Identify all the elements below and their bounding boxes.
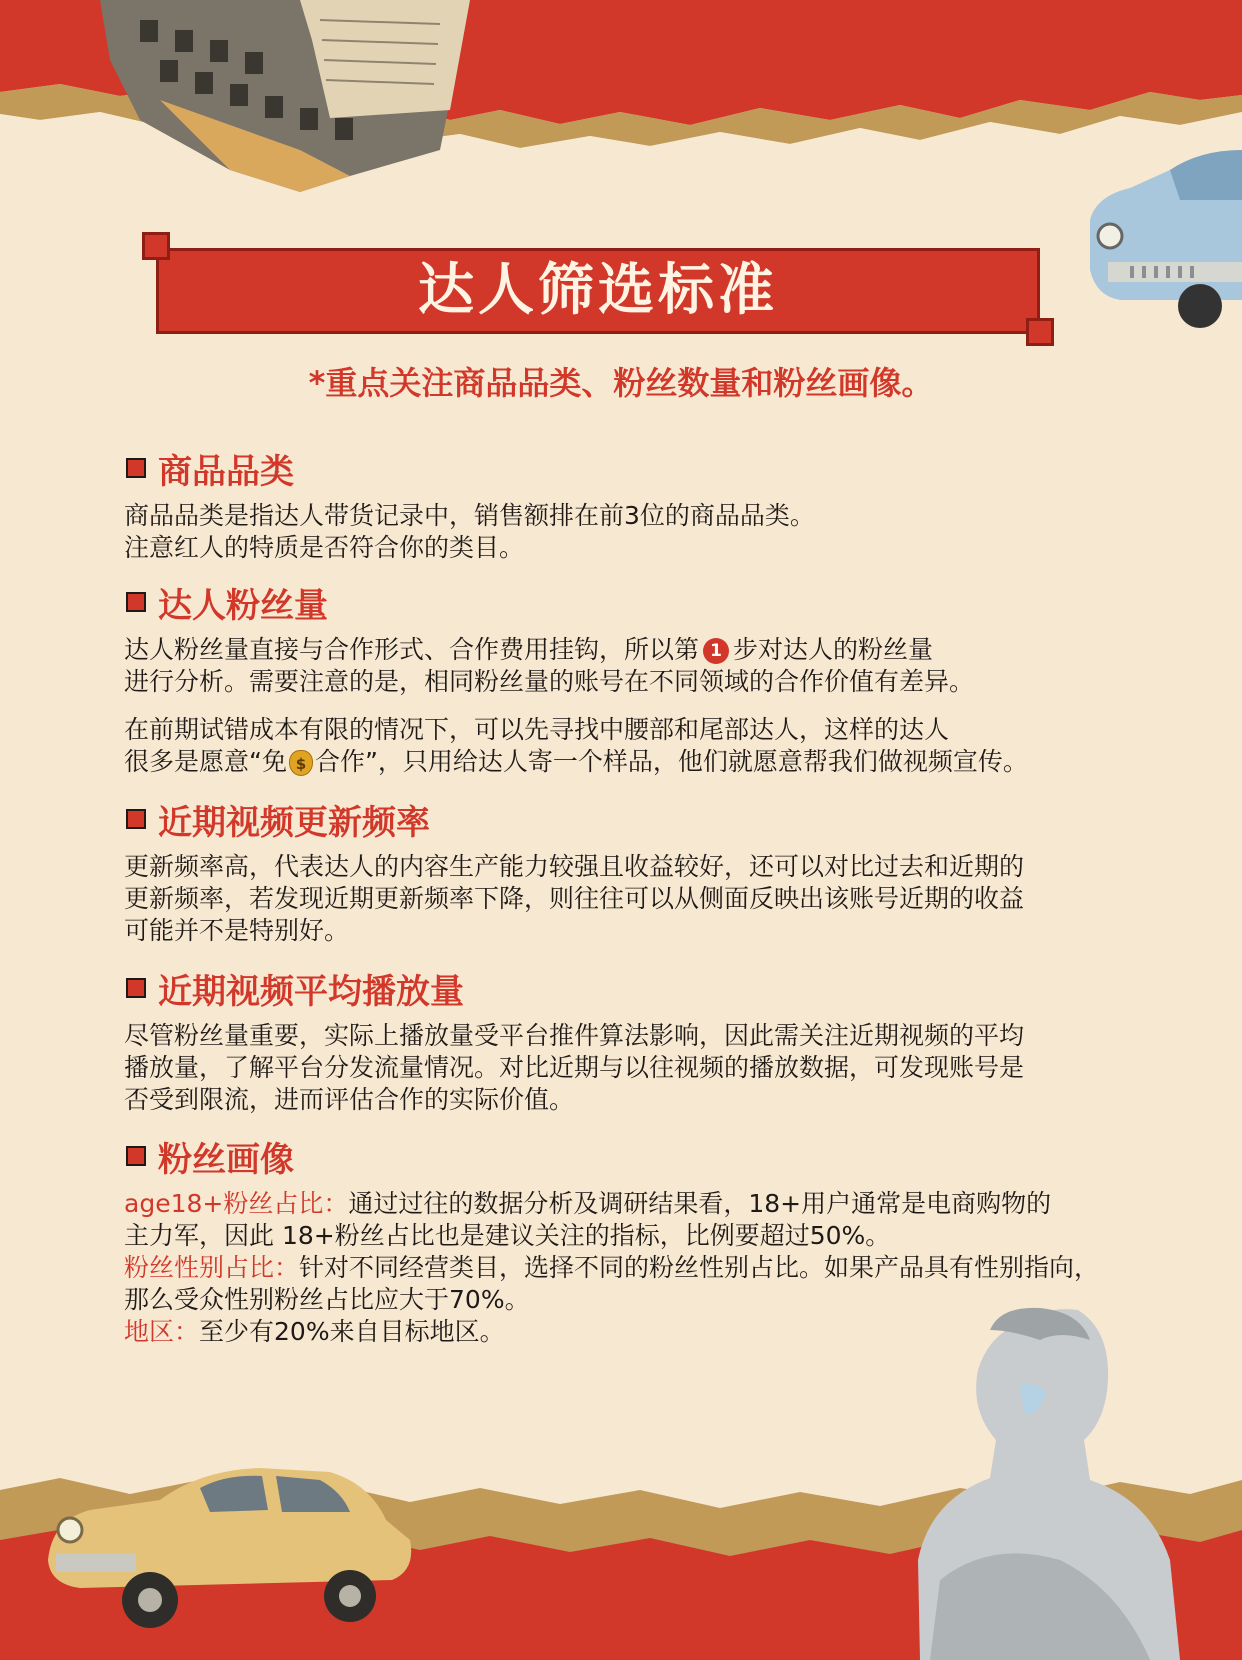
text-line: 播放量，了解平台分发流量情况。对比近期与以往视频的播放数据，可发现账号是 (124, 1053, 1025, 1082)
text-segment: 达人粉丝量直接与合作形式、合作费用挂钩，所以第 (124, 635, 700, 664)
text-line: 主力军，因此 18+粉丝占比也是建议关注的指标，比例要超过50%。 (124, 1221, 891, 1250)
section-header-category (126, 446, 294, 490)
text-segment: 针对不同经营类目，选择不同的粉丝性别占比。如果产品具有性别指向， (299, 1253, 1100, 1282)
text-segment: 很多是愿意“免 (124, 747, 287, 776)
section-title: 近期视频平均播放量 (158, 971, 464, 1012)
text-line (124, 746, 1204, 778)
section-body-avg-views (124, 1020, 1204, 1116)
page-subtitle: *重点关注商品品类、粉丝数量和粉丝画像。 (308, 364, 934, 402)
square-bullet-icon (126, 978, 146, 998)
square-bullet-icon (126, 809, 146, 829)
text-line (124, 634, 1204, 666)
step-number-badge: 1 (703, 638, 729, 664)
section-header-avg-views (126, 966, 464, 1010)
section-title: 达人粉丝量 (158, 585, 328, 626)
section-title: 商品品类 (158, 451, 294, 492)
text-line: 那么受众性别粉丝占比应大于70%。 (124, 1285, 530, 1314)
square-bullet-icon (126, 458, 146, 478)
text-line: 可能并不是特别好。 (124, 916, 350, 945)
page-title: 达人筛选标准 (418, 258, 778, 323)
text-line (124, 1252, 1204, 1284)
text-line: 在前期试错成本有限的情况下，可以先寻找中腰部和尾部达人，这样的达人 (124, 715, 950, 744)
text-line: 更新频率，若发现近期更新频率下降，则往往可以从侧面反映出该账号近期的收益 (124, 884, 1025, 913)
square-bullet-icon (126, 1146, 146, 1166)
text-line: 商品品类是指达人带货记录中，销售额排在前3位的商品品类。 (124, 501, 815, 530)
section-title: 粉丝画像 (158, 1139, 294, 1180)
text-line: 注意红人的特质是否符合你的类目。 (124, 533, 525, 562)
section-title: 近期视频更新频率 (158, 802, 430, 843)
gender-label: 粉丝性别占比： (124, 1253, 300, 1282)
text-segment: 通过过往的数据分析及调研结果看，18+用户通常是电商购物的 (348, 1189, 1052, 1218)
text-line: 否受到限流，进而评估合作的实际价值。 (124, 1085, 575, 1114)
section-header-followers (126, 580, 328, 624)
text-line: 进行分析。需要注意的是，相同粉丝量的账号在不同领域的合作价值有差异。 (124, 667, 975, 696)
section-body-update-frequency (124, 851, 1204, 947)
text-line: 更新频率高，代表达人的内容生产能力较强且收益较好，还可以对比过去和近期的 (124, 852, 1025, 881)
text-segment: 至少有20%来自目标地区。 (199, 1317, 505, 1346)
square-bullet-icon (126, 592, 146, 612)
section-header-fan-profile (126, 1134, 294, 1178)
age-label: age18+粉丝占比： (124, 1189, 349, 1218)
section-body-followers-1 (124, 634, 1204, 698)
text-segment: 步对达人的粉丝量 (733, 635, 934, 664)
text-line: 尽管粉丝量重要，实际上播放量受平台推件算法影响，因此需关注近期视频的平均 (124, 1021, 1025, 1050)
section-header-update-frequency (126, 797, 430, 841)
text-line (124, 1188, 1204, 1220)
text-line (124, 1316, 1204, 1348)
section-body-followers-2 (124, 714, 1204, 778)
section-body-category (124, 500, 1204, 564)
region-label: 地区： (124, 1317, 200, 1346)
text-segment: 合作”，只用给达人寄一个样品，他们就愿意帮我们做视频宣传。 (314, 747, 1028, 776)
section-body-fan-profile (124, 1188, 1204, 1348)
money-bag-icon: $ (289, 750, 313, 776)
